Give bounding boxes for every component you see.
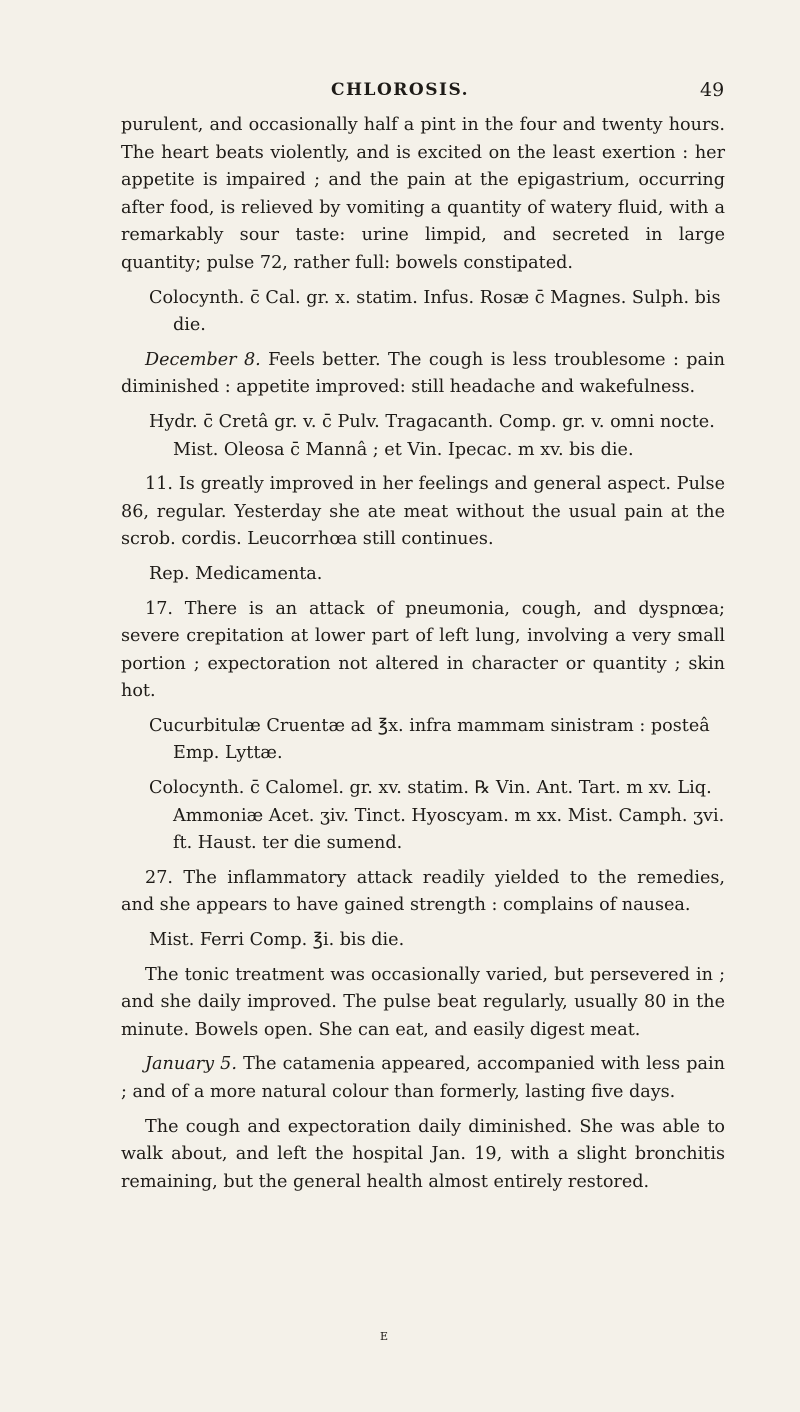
paragraph-tonic-treatment: The tonic treatment was occasionally varied, but persevered in ; and she daily improved. The pulse beat regularly, usually 80 in the minute. Bowels open. She can eat, and easily digest meat. [121,964,725,1040]
entry-date: January 5. [145,1054,237,1075]
paragraph-december-8 [121,347,725,402]
paragraph-entry-17: 17. There is an attack of pneumonia, cough, and dyspnœa; severe crepitation at lower part of left lung, involving a very small portion ; expectoration not altered in character or quantity ; skin hot. [121,598,725,702]
prescription-mist-ferri: Mist. Ferri Comp. ℥i. bis die. [149,930,405,951]
entry-text: The catamenia appeared, accompanied with less pain ; and of a more natural colour than formerly, lasting five days. [121,1054,725,1102]
paragraph-january-5 [121,1051,725,1106]
prescription-cucurbitulae: Cucurbitulæ Cruentæ ad ℥x. infra mammam sinistram : posteâ Emp. Lyttæ. [149,715,710,764]
entry-date: December 8. [145,349,261,370]
signature-mark: E [380,1330,390,1343]
running-title: CHLOROSIS. [330,80,470,100]
paragraph-discharge: The cough and expectoration daily diminished. She was able to walk about, and left the hospital Jan. 19, with a slight bronchitis remaining, but the general health almost entirely restored. [121,1116,725,1192]
prescription-colocynth-tart: Colocynth. c̄ Calomel. gr. xv. statim. ℞ Vin. Ant. Tart. m xv. Liq. Ammoniæ Acet. ʒiv. Tinct. Hyoscyam. m xx. Mist. Camph. ʒvi. ft. Haust. ter die sumend. [149,778,725,854]
page-number: 49 [700,79,725,101]
prescription-hydr-creta: Hydr. c̄ Cretâ gr. v. c̄ Pulv. Tragacanth. Comp. gr. v. omni nocte. Mist. Oleosa c̄ Mannâ ; et Vin. Ipecac. m xv. bis die. [149,411,715,460]
prescription-colocynth-calomel: Colocynth. c̄ Cal. gr. x. statim. Infus. Rosæ c̄ Magnes. Sulph. bis die. [149,287,721,336]
paragraph-entry-27: 27. The inflammatory attack readily yielded to the remedies, and she appears to have gained strength : complains of nausea. [121,867,725,916]
running-head [0,80,800,108]
paragraph-case-continuation: purulent, and occasionally half a pint in the four and twenty hours. The heart beats violently, and is excited on the least exertion : her appetite is impaired ; and the pain at the epigastrium, occurring after food, is relieved by vomiting a quantity of watery fluid, with a remarkably sour taste: urine limpid, and secreted in large quantity; pulse 72, rather full: bowels constipated. [121,115,725,273]
body-text [121,112,725,1203]
paragraph-entry-11: 11. Is greatly improved in her feelings and general aspect. Pulse 86, regular. Yesterday she ate meat without the usual pain at the scrob. cordis. Leucorrhœa still continues. [121,474,725,550]
prescription-rep-medicamenta: Rep. Medicamenta. [149,563,323,584]
entry-text: Feels better. The cough is less troublesome : pain diminished : appetite improved: still headache and wakefulness. [121,349,726,398]
